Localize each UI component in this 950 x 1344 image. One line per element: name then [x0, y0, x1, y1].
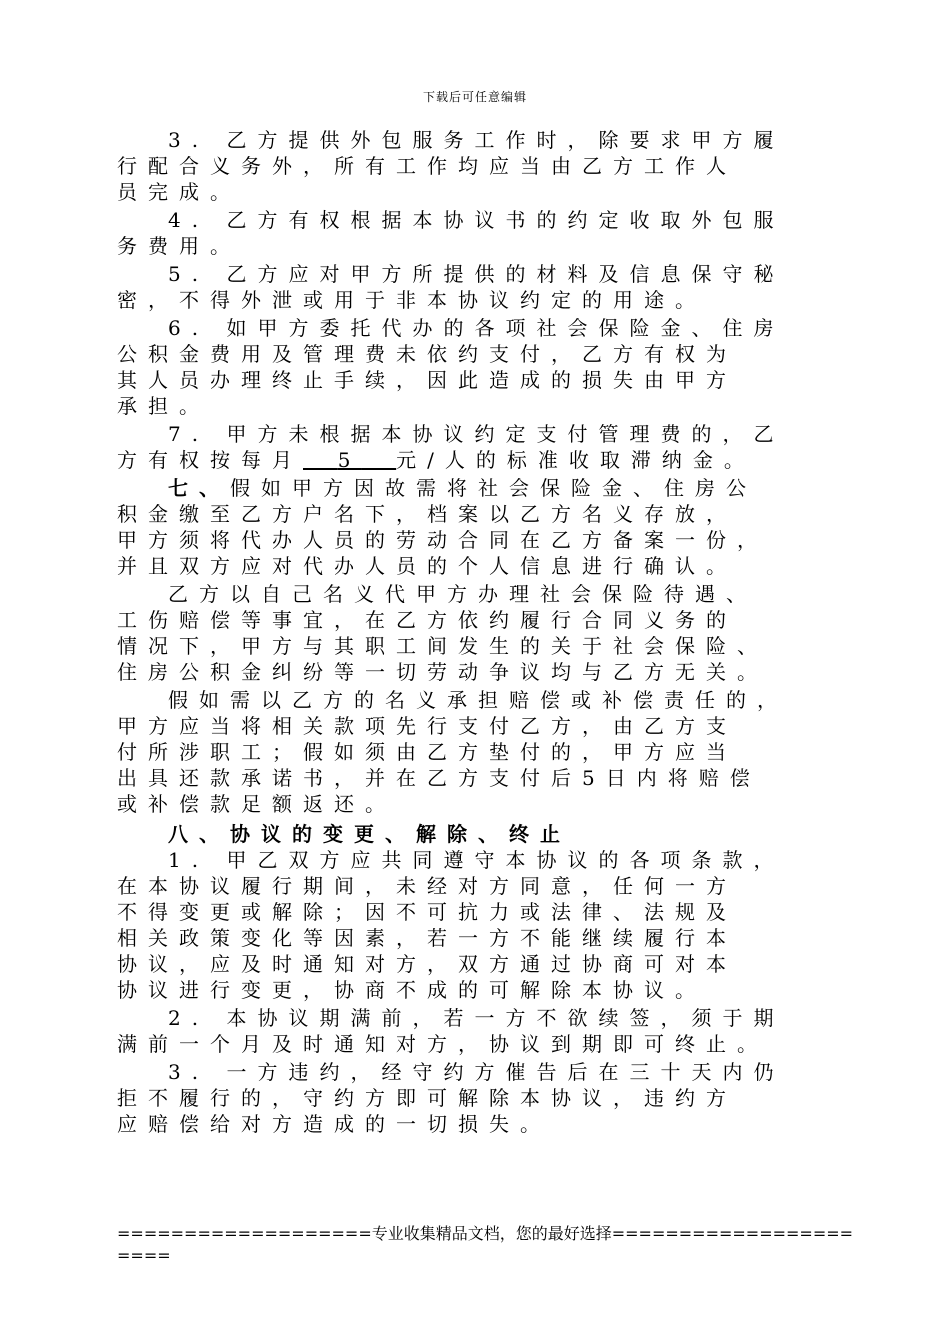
clause-6-4-line-1: 4. 乙方有权根据本协议书的约定收取外包服 [168, 208, 785, 232]
clause-6-5-line-1: 5. 乙方应对甲方所提供的材料及信息保守秘 [168, 262, 785, 286]
clause-6-7-line-2 [117, 447, 833, 473]
clause-8-1-line-6: 协议进行变更，协商不成的可解除本协议。 [117, 978, 706, 1002]
section-7-number: 七、 [168, 476, 230, 500]
section-7-p3-line-5: 或补偿款足额返还。 [117, 792, 396, 816]
section-7-p3-line-3: 付所涉职工；假如须由乙方垫付的，甲方应当 [117, 740, 737, 764]
section-8-heading: 八、协议的变更、解除、终止 [168, 822, 571, 846]
section-7-line-1 [168, 475, 833, 501]
clause-8-1-line-1: 1. 甲乙双方应共同遵守本协议的各项条款， [168, 848, 785, 872]
clause-8-3-line-3: 应赔偿给对方造成的一切损失。 [117, 1112, 551, 1136]
section-7-p3-line-2: 甲方应当将相关款项先行支付乙方，由乙方支 [117, 714, 737, 738]
clause-8-2-line-1: 2. 本协议期满前，若一方不欲续签，须于期 [168, 1006, 785, 1030]
clause-8-1-line-5: 协议，应及时通知对方，双方通过协商可对本 [117, 952, 737, 976]
clause-8-1-line-2: 在本协议履行期间，未经对方同意，任何一方 [117, 874, 737, 898]
section-7-line-4: 并且双方应对代办人员的个人信息进行确认。 [117, 554, 737, 578]
section-7-text: 假如甲方因故需将社会保险金、住房公 [230, 476, 757, 500]
section-7-p3-line-4: 出具还款承诺书，并在乙方支付后5日内将赔偿 [117, 766, 761, 790]
clause-8-3-line-2: 拒不履行的，守约方即可解除本协议，违约方 [117, 1086, 737, 1110]
section-7-line-2: 积金缴至乙方户名下，档案以乙方名义存放， [117, 502, 737, 526]
page-footer-line-1: ===================专业收集精品文档，您的最好选择================== [117, 1224, 854, 1243]
clause-6-6-line-2: 公积金费用及管理费未依约支付，乙方有权为 [117, 342, 737, 366]
section-7-p2-line-2: 工伤赔偿等事宜，在乙方依约履行合同义务的 [117, 608, 737, 632]
clause-6-6-line-4: 承担。 [117, 394, 210, 418]
clause-6-3-line-3: 员完成。 [117, 180, 241, 204]
clause-6-6-line-3: 其人员办理终止手续，因此造成的损失由甲方 [117, 368, 737, 392]
page-footer-line-2: ==== [117, 1246, 171, 1265]
section-7-p3-line-1: 假如需以乙方的名义承担赔偿或补偿责任的， [168, 688, 788, 712]
page-header: 下载后可任意编辑 [422, 90, 527, 104]
clause-6-7-text-a: 方有权按每月 [117, 448, 303, 472]
section-7-line-3: 甲方须将代办人员的劳动合同在乙方备案一份， [117, 528, 768, 552]
section-7-p2-line-1: 乙方以自己名义代甲方办理社会保险待遇、 [168, 582, 757, 606]
clause-6-6-line-1: 6. 如甲方委托代办的各项社会保险金、住房 [168, 316, 785, 340]
clause-6-3-line-2: 行配合义务外，所有工作均应当由乙方工作人 [117, 154, 737, 178]
section-7-p2-line-3: 情况下，甲方与其职工间发生的关于社会保险、 [117, 634, 768, 658]
clause-6-7-line-1: 7. 甲方未根据本协议约定支付管理费的，乙 [168, 422, 785, 446]
section-7-p2-line-4: 住房公积金纠纷等一切劳动争议均与乙方无关。 [117, 660, 768, 684]
clause-6-4-line-2: 务费用。 [117, 234, 241, 258]
clause-6-3-line-1: 3. 乙方提供外包服务工作时，除要求甲方履 [168, 128, 785, 152]
clause-6-7-text-b: 元/人的标准收取滞纳金。 [396, 448, 755, 472]
clause-8-1-line-4: 相关政策变化等因素，若一方不能继续履行本 [117, 926, 737, 950]
clause-6-5-line-2: 密，不得外泄或用于非本协议约定的用途。 [117, 288, 706, 312]
late-fee-amount: 5 [337, 448, 362, 472]
clause-8-2-line-2: 满前一个月及时通知对方，协议到期即可终止。 [117, 1032, 768, 1056]
clause-8-3-line-1: 3. 一方违约，经守约方催告后在三十天内仍 [168, 1060, 785, 1084]
clause-8-1-line-3: 不得变更或解除；因不可抗力或法律、法规及 [117, 900, 737, 924]
